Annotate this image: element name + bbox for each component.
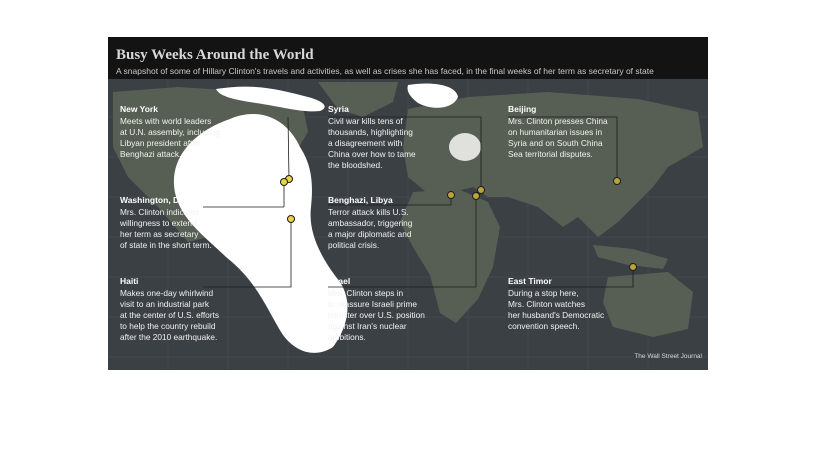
marker-syria bbox=[478, 187, 485, 194]
callout-desc: During a stop here, Mrs. Clinton watches her husband's Democratic convention speech. bbox=[508, 288, 605, 331]
marker-beijing bbox=[614, 178, 621, 185]
callout-place: Washington, D.C. bbox=[120, 195, 191, 205]
map-title: Busy Weeks Around the World bbox=[116, 47, 314, 63]
header-bar bbox=[108, 37, 708, 79]
callout-beijing bbox=[508, 104, 626, 160]
callout-desc: Mrs. Clinton presses China on humanitarian issues in Syria and on South China Sea territorial disputes. bbox=[508, 116, 608, 159]
marker-east-timor bbox=[630, 264, 637, 271]
callout-benghazi bbox=[328, 195, 446, 251]
callout-east-timor bbox=[508, 276, 626, 332]
callout-desc: Civil war kills tens of thousands, highlighting a disagreement with China over how to tame the bloodshed. bbox=[328, 116, 416, 170]
marker-haiti bbox=[288, 216, 295, 223]
callout-place: Syria bbox=[328, 104, 349, 114]
callout-desc: Meets with world leaders at U.N. assembly, including Libyan president after Benghazi attack. bbox=[120, 116, 220, 159]
callout-place: New York bbox=[120, 104, 158, 114]
callout-haiti bbox=[120, 276, 238, 343]
callout-syria bbox=[328, 104, 446, 171]
map-graphic bbox=[108, 37, 708, 370]
source-credit: The Wall Street Journal bbox=[634, 353, 702, 360]
callout-washington bbox=[120, 195, 238, 251]
marker-benghazi bbox=[448, 192, 455, 199]
marker-israel bbox=[473, 193, 480, 200]
callout-place: Israel bbox=[328, 276, 351, 286]
callout-place: Haiti bbox=[120, 276, 139, 286]
caspian-highlight bbox=[449, 133, 481, 161]
callout-place: East Timor bbox=[508, 276, 552, 286]
callout-place: Benghazi, Libya bbox=[328, 195, 393, 205]
callout-israel bbox=[328, 276, 446, 343]
callout-desc: Makes one-day whirlwind visit to an industrial park at the center of U.S. efforts to help the country rebuild after the 2010 earthquake. bbox=[120, 288, 219, 342]
callout-desc: Terror attack kills U.S. ambassador, triggering a major diplomatic and political crisis. bbox=[328, 207, 413, 250]
marker-washington bbox=[281, 179, 288, 186]
callout-new-york bbox=[120, 104, 238, 160]
callout-desc: Mrs. Clinton steps in to reassure Israeli prime minister over U.S. position against Iran's nuclear ambitions. bbox=[328, 288, 425, 342]
map-subtitle: A snapshot of some of Hillary Clinton's travels and activities, as well as crises she has faced, in the final weeks of her term as secretary of state bbox=[116, 66, 654, 76]
callout-place: Beijing bbox=[508, 104, 537, 114]
callout-desc: Mrs. Clinton indicates willingness to extend her term as secretary of state in the short term. bbox=[120, 207, 212, 250]
